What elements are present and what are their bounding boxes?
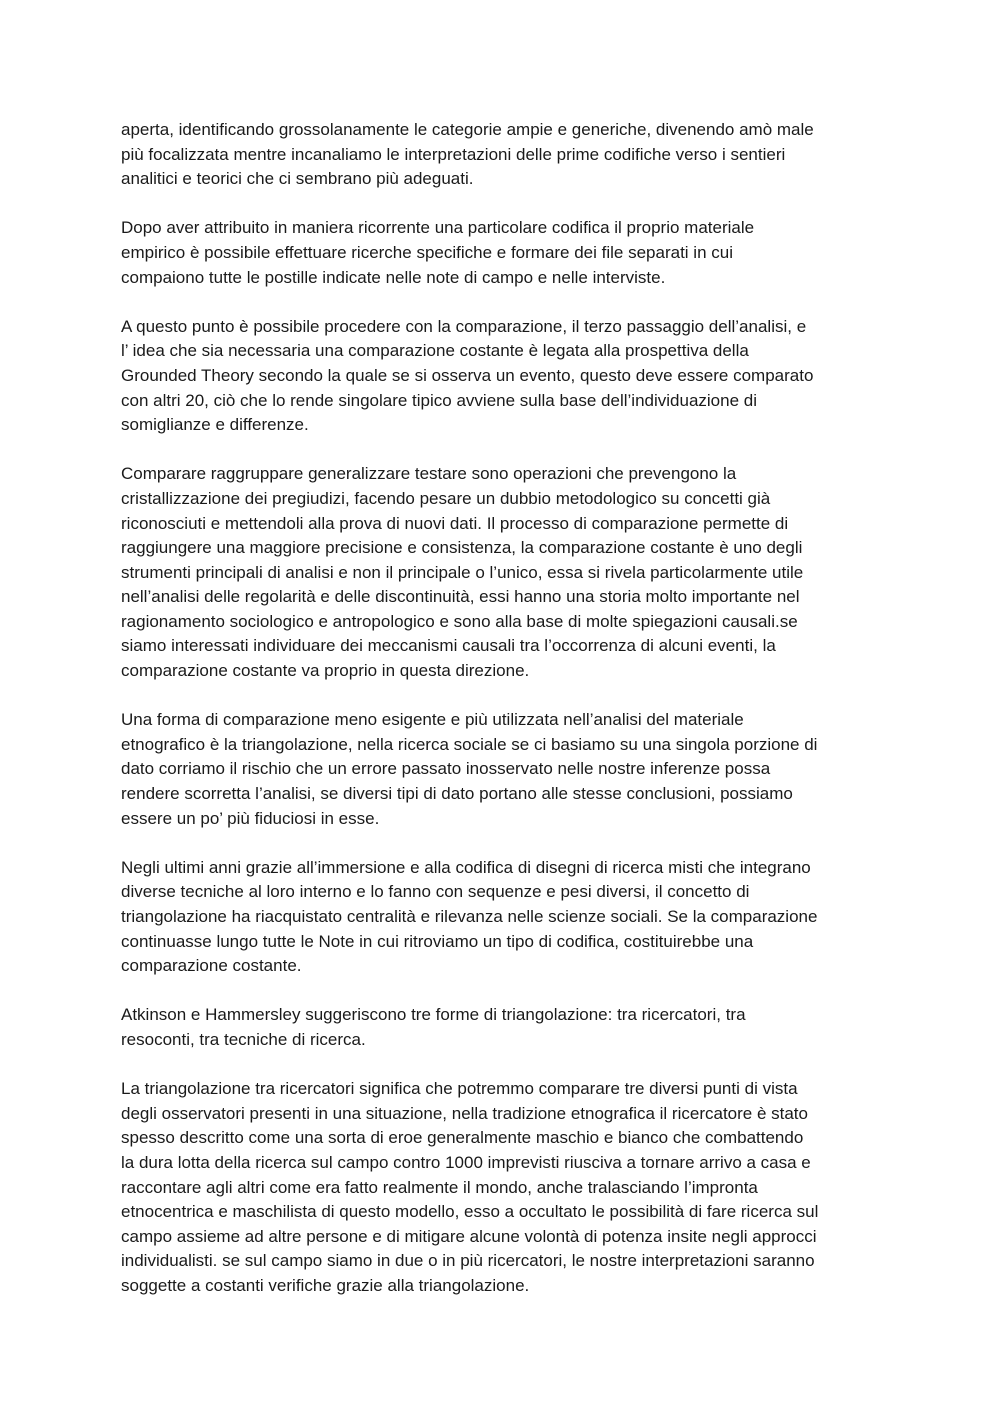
paragraph-6: Negli ultimi anni grazie all’immersione e alla codifica di disegni di ricerca misti che integrano diverse tecniche al loro interno e lo fanno con sequenze e pesi diversi, il concetto di triangolazione ha riacquistato centralità e rilevanza nelle scienze sociali. Se la comparazione continuasse lungo tutte le Note in cui ritroviamo un tipo di codifica, costituirebbe una comparazione costante. (121, 857, 818, 976)
paragraph-4: Comparare raggruppare generalizzare testare sono operazioni che prevengono la cristallizzazione dei pregiudizi, facendo pesare un dubbio metodologico su concetti già riconosciuti e mettendoli alla prova di nuovi dati. Il processo di comparazione permette di raggiungere una maggiore precisione e consistenza, la comparazione costante è uno degli strumenti principali di analisi e non il principale o l’unico, essa si rivela particolarmente utile nell’analisi delle regolarità e delle discontinuità, essi hanno una storia molto importante nel ragionamento sociologico e antropologico e sono alla base di molte spiegazioni causali.se siamo interessati individuare dei meccanismi causali tra l’occorrenza di alcuni eventi, la comparazione costante va proprio in questa direzione. (121, 464, 804, 681)
paragraph-8: La triangolazione tra ricercatori significa che potremmo comparare tre diversi punti di vista degli osservatori presenti in una situazione, nella tradizione etnografica il ricercatore è stato spesso descritto come una sorta di eroe generalmente maschio e bianco che combattendo la dura lotta della ricerca sul campo contro 1000 imprevisti riusciva a tornare arrivo a casa e raccontare agli altri come era fatto realmente il mondo, anche tralasciando l’impronta etnocentrica e maschilista di questo modello, esso a occultato le possibilità di fare ricerca sul campo assieme ad altre persone e di mitigare alcune volontà di potenza insite negli approcci individualisti. se sul campo siamo in due o in più ricercatori, le nostre interpretazioni saranno soggette a costanti verifiche grazie alla triangolazione. (121, 1079, 819, 1295)
paragraph-1: aperta, identificando grossolanamente le categorie ampie e generiche, divenendo amò male più focalizzata mentre incanaliamo le interpretazioni delle prime codifiche verso i sentieri analitici e teorici che ci sembrano più adeguati. (121, 120, 814, 189)
document-page (121, 118, 883, 1323)
paragraph-3: A questo punto è possibile procedere con la comparazione, il terzo passaggio dell’analisi, e l’ idea che sia necessaria una comparazione costante è legata alla prospettiva della Grounded Theory secondo la quale se si osserva un evento, questo deve essere comparato con altri 20, ciò che lo rende singolare tipico avviene sulla base dell’individuazione di somiglianze e differenze. (121, 316, 814, 435)
paragraph-5: Una forma di comparazione meno esigente e più utilizzata nell’analisi del materiale etnografico è la triangolazione, nella ricerca sociale se ci basiamo su una singola porzione di dato corriamo il rischio che un errore passato inosservato nelle nostre inferenze possa rendere scorretta l’analisi, se diversi tipi di dato portano alle stesse conclusioni, possiamo essere un po’ più fiduciosi in esse. (121, 710, 818, 828)
paragraph-2: Dopo aver attribuito in maniera ricorrente una particolare codifica il proprio materiale empirico è possibile effettuare ricerche specifiche e formare dei file separati in cui compaiono tutte le postille indicate nelle note di campo e nelle interviste. (121, 218, 755, 287)
paragraph-7: Atkinson e Hammersley suggeriscono tre forme di triangolazione: tra ricercatori, tra resoconti, tra tecniche di ricerca. (121, 1005, 746, 1049)
